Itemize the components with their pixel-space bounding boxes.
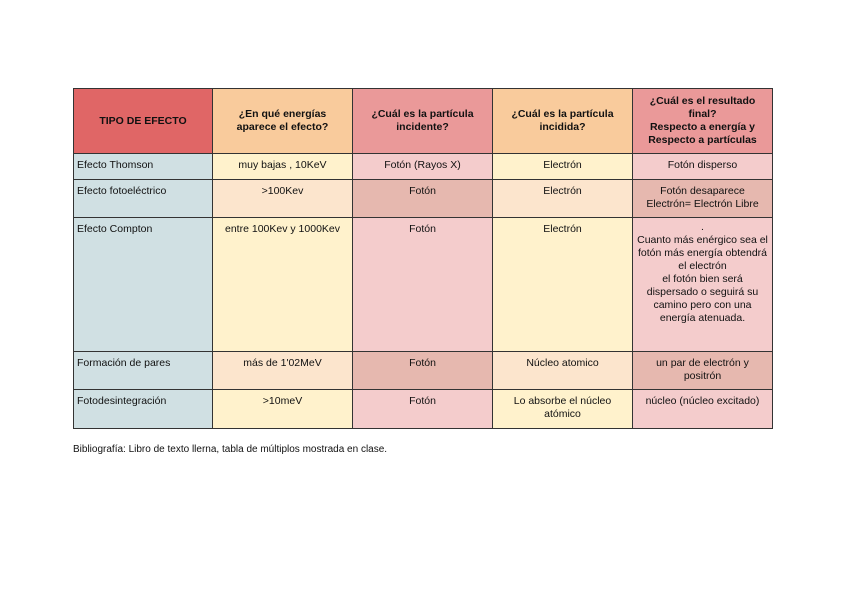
effects-table [73, 88, 773, 429]
effect-name-cell: Fotodesintegración [77, 395, 167, 407]
target-particle-cell: Electrón [543, 223, 582, 235]
incident-particle-cell: Fotón [409, 185, 436, 197]
table-row [74, 390, 773, 429]
header-effect-type: TIPO DE EFECTO [74, 89, 213, 154]
target-particle-cell: Electrón [543, 159, 582, 171]
result-cell: un par de electrón y positrón [656, 357, 749, 382]
effect-name-cell: Efecto Thomson [77, 159, 154, 171]
incident-particle-cell: Fotón [409, 223, 436, 235]
effect-name-cell: Efecto fotoeléctrico [77, 185, 167, 197]
result-cell: Fotón disperso [667, 159, 738, 171]
header-energy-range: ¿En qué energías aparece el efecto? [213, 89, 353, 154]
effect-name-cell: Efecto Compton [77, 223, 153, 235]
table-row [74, 352, 773, 390]
energy-cell: entre 100Kev y 1000Kev [225, 223, 340, 235]
table-row [74, 154, 773, 180]
table-row [74, 218, 773, 352]
result-cell: Fotón desaparece Electrón= Electrón Libre [646, 185, 759, 210]
header-row [74, 89, 773, 154]
energy-cell: más de 1'02MeV [243, 357, 322, 369]
incident-particle-cell: Fotón (Rayos X) [384, 159, 461, 171]
bibliography-note: Bibliografía: Libro de texto llerna, tabla de múltiplos mostrada en clase. [73, 444, 388, 455]
incident-particle-cell: Fotón [409, 395, 436, 407]
target-particle-cell: Electrón [543, 185, 582, 197]
header-final-result: ¿Cuál es el resultado final? Respecto a energía y Respecto a partículas [633, 89, 773, 154]
energy-cell: >100Kev [261, 185, 304, 197]
result-cell: . Cuanto más enérgico sea el fotón más energía obtendrá el electrón el fotón bien será dispersado o seguirá su camino pero con una energía atenuada. [637, 221, 768, 324]
effect-name-cell: Formación de pares [77, 357, 171, 369]
incident-particle-cell: Fotón [409, 357, 436, 369]
result-cell: núcleo (núcleo excitado) [645, 395, 760, 407]
energy-cell: muy bajas , 10KeV [238, 159, 327, 171]
header-target-particle: ¿Cuál es la partícula incidida? [493, 89, 633, 154]
header-incident-particle: ¿Cuál es la partícula incidente? [353, 89, 493, 154]
energy-cell: >10meV [262, 395, 303, 407]
target-particle-cell: Lo absorbe el núcleo atómico [513, 395, 612, 420]
target-particle-cell: Núcleo atomico [526, 357, 599, 369]
table-row [74, 180, 773, 218]
